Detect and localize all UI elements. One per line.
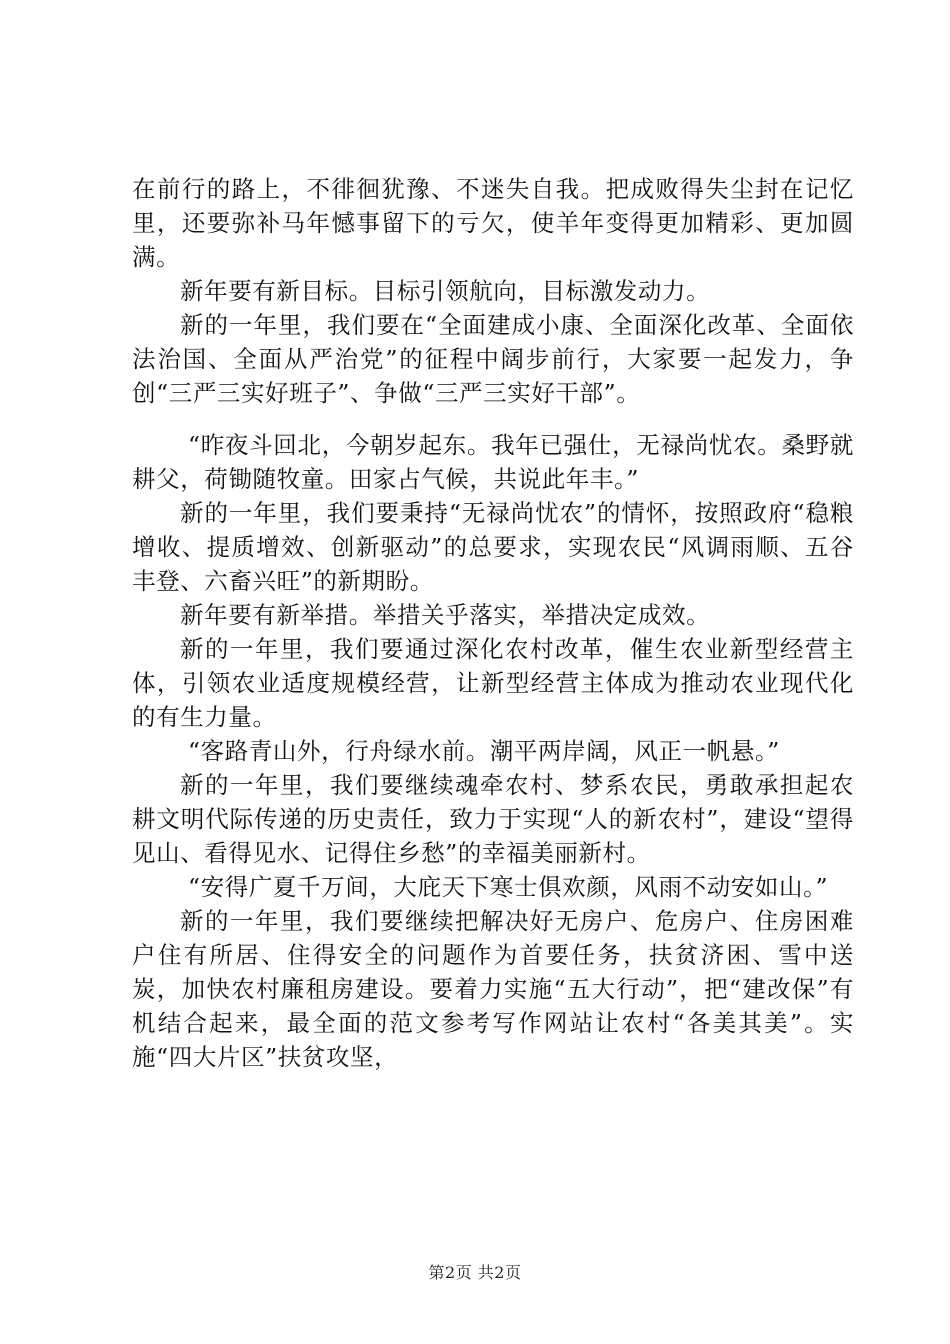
paragraph-continuation: 在前行的路上，不徘徊犹豫、不迷失自我。把成败得失尘封在记忆里，还要弥补马年憾事留下的亏欠，使羊年变得更加精彩、更加圆满。: [132, 175, 854, 271]
paragraph-new-goal: 新年要有新目标。目标引领航向，目标激发动力。: [180, 277, 711, 305]
paragraph-poem-3: “安得广夏千万间，大庇天下寒士俱欢颜，风雨不动安如山。”: [188, 873, 829, 901]
paragraph-poem-2: “客路青山外，行舟绿水前。潮平两岸阔，风正一帆悬。”: [188, 737, 780, 765]
paragraph-new-measures: 新年要有新举措。举措关乎落实，举措决定成效。: [180, 601, 711, 629]
document-body: [132, 172, 854, 1074]
paragraph-poem-1: “昨夜斗回北，今朝岁起东。我年已强仕，无禄尚忧农。桑野就耕父，荷锄随牧童。田家占气候，共说此年丰。”: [132, 431, 854, 493]
page-number-footer: 第2页 共2页: [428, 1263, 522, 1282]
paragraph-new-village: 新的一年里，我们要继续魂牵农村、梦系农民，勇敢承担起农耕文明代际传递的历史责任，致力于实现“人的新农村”，建设“望得见山、看得见水、记得住乡愁”的幸福美丽新村。: [132, 771, 854, 867]
paragraph-goal-detail: 新的一年里，我们要在“全面建成小康、全面深化改革、全面依法治国、全面从严治党”的征程中阔步前行，大家要一起发力，争创“三严三实好班子”、争做“三严三实好干部”。: [132, 311, 854, 407]
paragraph-housing: 新的一年里，我们要继续把解决好无房户、危房户、住房困难户住有所居、住得安全的问题作为首要任务，扶贫济困、雪中送炭，加快农村廉租房建设。要着力实施“五大行动”，把“建改保”有机结合起来，最全面的范文参考写作网站让农村“各美其美”。实施“四大片区”扶贫攻坚，: [132, 907, 854, 1071]
paragraph-rural-reform: 新的一年里，我们要通过深化农村改革，催生农业新型经营主体，引领农业适度规模经营，让新型经营主体成为推动农业现代化的有生力量。: [132, 635, 854, 731]
paragraph-farmers: 新的一年里，我们要秉持“无禄尚忧农”的情怀，按照政府“稳粮增收、提质增效、创新驱动”的总要求，实现农民“风调雨顺、五谷丰登、六畜兴旺”的新期盼。: [132, 499, 854, 595]
